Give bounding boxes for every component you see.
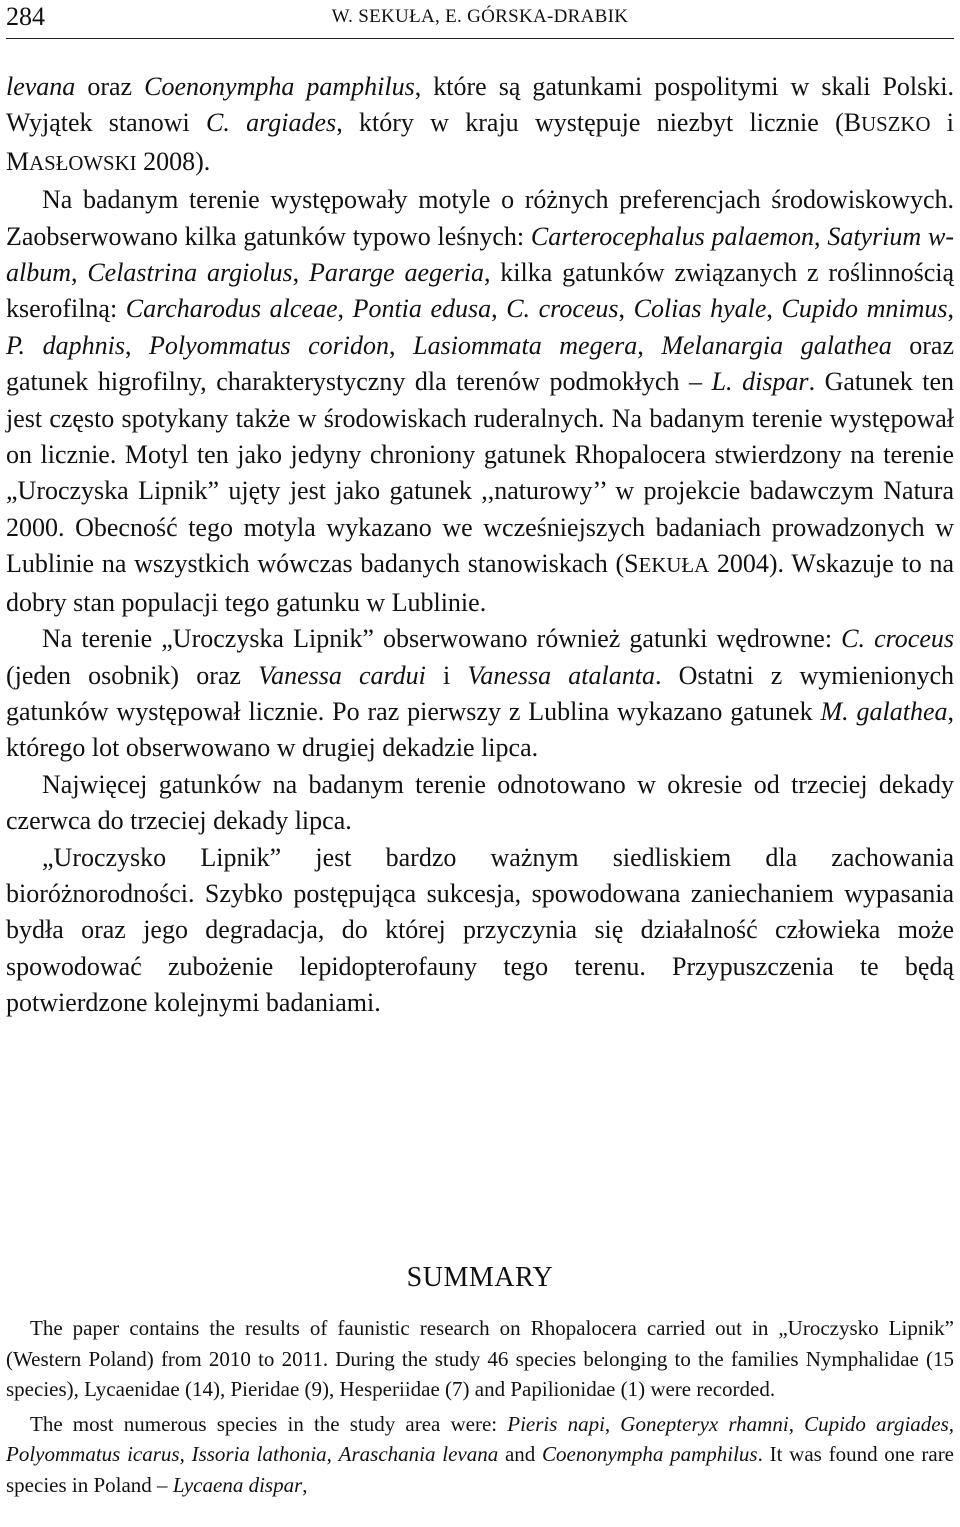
text-run: ,: [326, 1442, 339, 1467]
text-run: Na terenie „Uroczyska Lipnik” obserwowano również gatunki wędrowne:: [42, 624, 842, 654]
italic-text: Vanessa cardui: [258, 660, 426, 690]
text-run: and: [498, 1442, 543, 1467]
italic-text: Cupido mnimus: [781, 294, 948, 324]
italic-text: Pieris napi: [507, 1411, 605, 1436]
text-run: , kilka gatunków związanych z roślinnością kserofilną:: [6, 258, 954, 324]
text-run: ,: [947, 294, 955, 324]
paragraph: [6, 182, 954, 621]
italic-text: Pontia edusa: [352, 294, 492, 324]
text-run: Najwięcej gatunków na badanym terenie odnotowano w okresie od trzeciej dekady czerwca do trzeciej dekady lipca.: [6, 769, 954, 836]
text-run: . Ostatni z wymienionych gatunków występował licznie. Po raz pierwszy z Lublina wykazano gatunek: [6, 660, 954, 726]
paragraph: [6, 69, 954, 182]
italic-text: M. galathea: [820, 696, 948, 726]
text-run: „Uroczysko Lipnik” jest bardzo ważnym siedliskiem dla zachowania bioróżnorodności. Szybko postępująca sukcesja, spowodowana zaniechaniem wypasania bydła oraz jego degradacja, do której przyczynia się działalność człowieka może spowodować zubożenie lepidopterofauny tego terenu. Przypuszczenia te będą potwierdzone kolejnymi badaniami.: [6, 842, 954, 1018]
text-run: ,: [814, 221, 828, 251]
text-run: , który w kraju występuje niezbyt licznie (B: [336, 108, 862, 138]
text-run: ,: [618, 294, 634, 324]
italic-text: Polyommatus coridon: [149, 330, 390, 360]
text-run: . It was found one rare species in Poland –: [6, 1442, 955, 1497]
italic-text: Issoria lathonia: [191, 1442, 327, 1467]
text-run: The most numerous species in the study area were:: [30, 1411, 508, 1436]
italic-text: Gonepteryx rhamni: [620, 1411, 789, 1436]
page-number: 284: [6, 2, 45, 31]
italic-text: levana: [6, 72, 76, 101]
text-run: ,: [637, 330, 662, 360]
text-run: ,: [389, 330, 414, 360]
italic-text: Araschania levana: [338, 1442, 499, 1467]
text-run: Na badanym terenie występowały motyle o różnych preferencjach środowiskowych. Zaobserwowano kilka gatunków typowo leśnych:: [6, 185, 954, 251]
small-caps-text: EKUŁA: [638, 554, 710, 578]
italic-text: Lasiommata megera: [413, 330, 638, 360]
paragraph: [6, 767, 954, 840]
summary-paragraph: [6, 1409, 954, 1501]
text-run: . Gatunek ten jest często spotykany także w środowiskach ruderalnych. Na badanym terenie występował on licznie. Motyl ten jako jedyny chroniony gatunek Rhopalocera stwierdzony na terenie „Uroczyska Lipnik” ujęty jest jako gatunek ,,naturowy’’ w projekcie badawczym Natura 2000. Obecność tego motyla wykazano we wcześniejszych badaniach prowadzonych w Lublinie na wszystkich wówczas badanych stanowiskach (S: [6, 367, 955, 579]
italic-text: P. daphnis: [6, 330, 125, 360]
text-run: 2004). Wskazuje to na dobry stan populacji tego gatunku w Lublinie.: [6, 549, 954, 617]
small-caps-text: USZKO: [861, 113, 931, 137]
text-run: oraz: [75, 72, 145, 101]
text-run: The paper contains the results of faunistic research on Rhopalocera carried out in „Uroczysko Lipnik” (Western Poland) from 2010 to 2011. During the study 46 species belonging to the families Nymphalidae (15 species), Lycaenidae (14), Pieridae (9), Hesperiidae (7) and Papilionidae (1) were recorded.: [6, 1316, 954, 1402]
text-run: , które są gatunkami pospolitymi w skali Polski. Wyjątek stanowi: [6, 72, 954, 138]
italic-text: Lycaena dispar: [172, 1472, 303, 1497]
summary-title: SUMMARY: [406, 1262, 554, 1293]
running-head: W. SEKUŁA, E. GÓRSKA-DRABIK: [331, 6, 629, 27]
summary-text: [6, 1313, 954, 1501]
italic-text: Cupido argiades: [804, 1411, 949, 1436]
summary-paragraph: [6, 1313, 954, 1405]
italic-text: Pararge aegeria: [309, 258, 484, 288]
italic-text: C. argiades: [206, 108, 337, 138]
text-run: ,: [71, 258, 88, 288]
page-header: [6, 0, 954, 38]
text-run: , którego lot obserwowano w drugiej dekadzie lipca.: [6, 696, 954, 763]
italic-text: Carterocephalus palaemon: [530, 221, 815, 251]
text-run: ,: [179, 1442, 192, 1467]
text-run: ,: [302, 1472, 308, 1497]
text-run: oraz gatunek higrofilny, charakterystyczny dla terenów podmokłych –: [6, 330, 955, 397]
text-run: ,: [604, 1411, 621, 1436]
italic-text: Coenonympha pamphilus: [144, 72, 415, 101]
italic-text: Satyrium w-album: [6, 221, 954, 288]
text-run: (jeden osobnik) oraz: [6, 660, 259, 690]
italic-text: Melanargia galathea: [661, 330, 892, 360]
italic-text: C. croceus: [841, 624, 954, 654]
body-text: [6, 69, 954, 1022]
text-run: ,: [948, 1411, 955, 1436]
paragraph: [6, 621, 954, 767]
paragraph: [6, 840, 954, 1022]
header-rule: [6, 38, 954, 39]
italic-text: L. dispar: [711, 367, 809, 397]
italic-text: Celastrina argiolus: [87, 258, 293, 288]
italic-text: Polyommatus icarus: [6, 1442, 180, 1467]
text-run: ,: [766, 294, 782, 324]
text-run: ,: [124, 330, 150, 360]
text-run: ,: [491, 294, 507, 324]
italic-text: Carcharodus alceae: [125, 294, 338, 324]
italic-text: Colias hyale: [633, 294, 767, 324]
text-run: ,: [292, 258, 309, 288]
italic-text: C. croceus: [506, 294, 619, 324]
text-run: 2008).: [136, 146, 211, 176]
text-run: ,: [337, 294, 353, 324]
text-run: ,: [788, 1411, 805, 1436]
italic-text: Vanessa atalanta: [467, 660, 655, 690]
text-run: i M: [6, 108, 954, 176]
italic-text: Coenonympha pamphilus: [542, 1442, 758, 1467]
text-run: i: [425, 660, 468, 690]
small-caps-text: ASŁOWSKI: [29, 151, 137, 175]
